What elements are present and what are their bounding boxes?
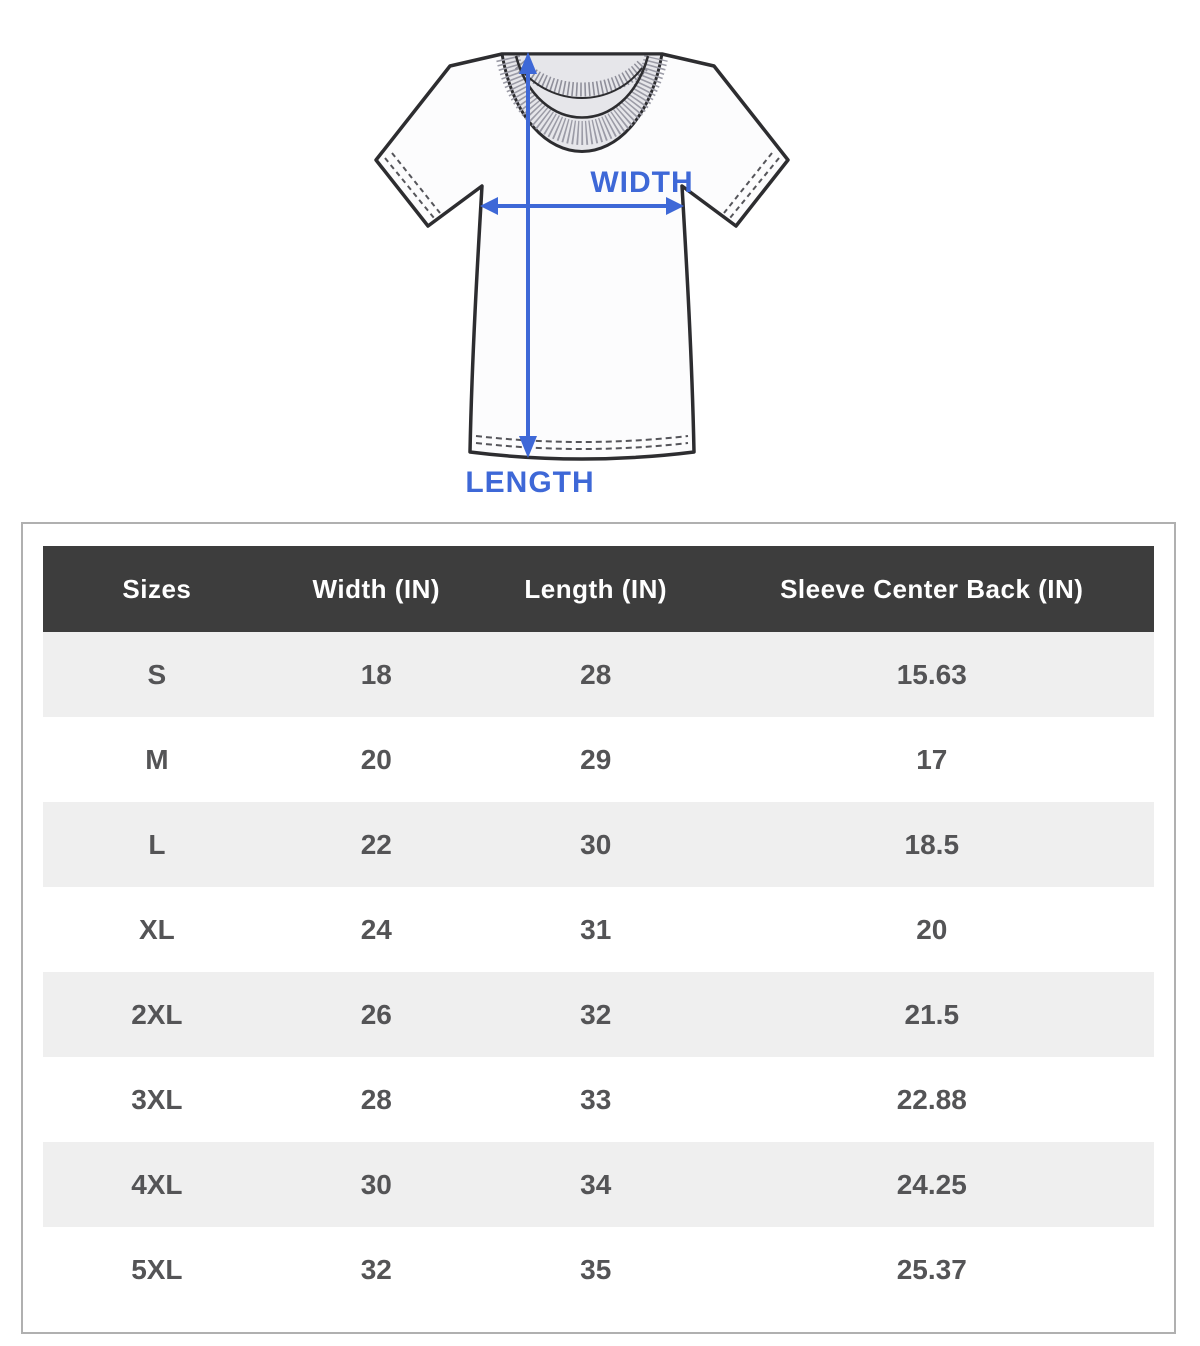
cell-size: S <box>147 658 167 690</box>
cell-length: 31 <box>580 913 612 945</box>
cell-length: 28 <box>580 658 612 690</box>
cell-length: 34 <box>580 1168 612 1200</box>
cell-size: M <box>145 743 169 775</box>
length-label: LENGTH <box>465 466 595 499</box>
cell-width: 18 <box>360 658 392 690</box>
table-row <box>43 632 1154 717</box>
header-cell-sleeve: Sleeve Center Back (IN) <box>780 573 1084 604</box>
size-chart <box>21 522 1176 1334</box>
table-row <box>43 1057 1154 1142</box>
cell-size: 3XL <box>131 1083 183 1115</box>
cell-length: 29 <box>580 743 612 775</box>
size-chart-header <box>43 546 1154 632</box>
cell-width: 26 <box>360 998 392 1030</box>
cell-size: 2XL <box>131 998 183 1030</box>
table-row <box>43 887 1154 972</box>
cell-width: 32 <box>360 1253 392 1285</box>
cell-sleeve: 18.5 <box>904 828 960 860</box>
cell-width: 20 <box>360 743 392 775</box>
cell-sleeve: 21.5 <box>904 998 960 1030</box>
cell-length: 35 <box>580 1253 612 1285</box>
table-row <box>43 717 1154 802</box>
width-label: WIDTH <box>590 166 694 199</box>
cell-size: 5XL <box>131 1253 183 1285</box>
table-row <box>43 1142 1154 1227</box>
tshirt-measurement-diagram <box>0 0 1200 506</box>
cell-size: 4XL <box>131 1168 183 1200</box>
cell-sleeve: 20 <box>916 913 948 945</box>
cell-length: 32 <box>580 998 612 1030</box>
cell-size: L <box>148 828 166 860</box>
cell-width: 24 <box>360 913 392 945</box>
cell-width: 28 <box>360 1083 392 1115</box>
header-cell-width: Width (IN) <box>312 573 441 604</box>
table-row <box>43 1227 1154 1312</box>
tshirt-diagram-svg <box>330 34 850 506</box>
cell-width: 30 <box>360 1168 392 1200</box>
cell-length: 30 <box>580 828 612 860</box>
cell-sleeve: 24.25 <box>896 1168 967 1200</box>
cell-sleeve: 17 <box>916 743 948 775</box>
header-cell-length: Length (IN) <box>524 573 668 604</box>
cell-width: 22 <box>360 828 392 860</box>
cell-size: XL <box>138 913 175 945</box>
cell-sleeve: 22.88 <box>896 1083 967 1115</box>
table-row <box>43 802 1154 887</box>
cell-sleeve: 15.63 <box>896 658 967 690</box>
table-row <box>43 972 1154 1057</box>
cell-sleeve: 25.37 <box>896 1253 967 1285</box>
cell-length: 33 <box>580 1083 612 1115</box>
header-cell-sizes: Sizes <box>122 573 192 604</box>
